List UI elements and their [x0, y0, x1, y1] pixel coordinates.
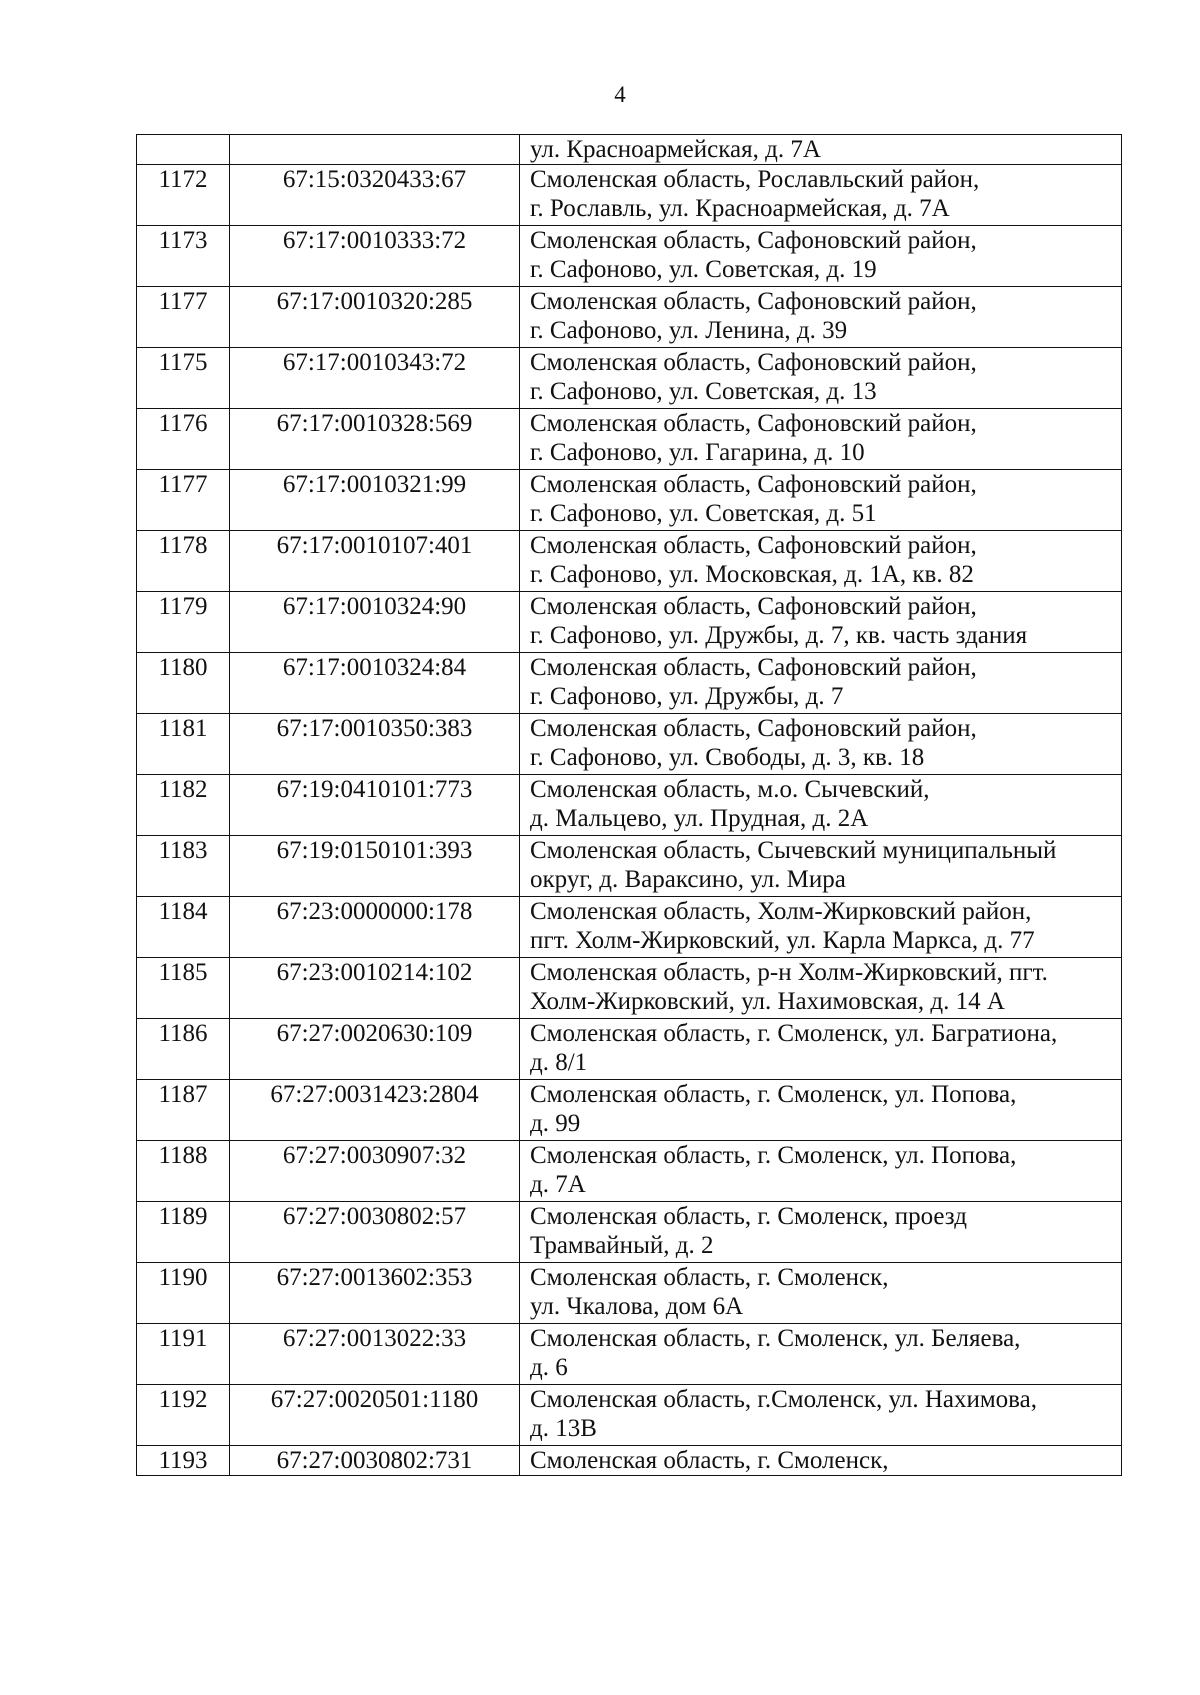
- address-cell: [520, 135, 1122, 165]
- address-line: Трамвайный, д. 2: [530, 1232, 714, 1259]
- table-row: [137, 135, 1122, 165]
- property-registry-table: [136, 134, 1122, 1476]
- address-line: Смоленская область, м.о. Сычевский,: [530, 776, 930, 803]
- address-cell: [520, 1385, 1122, 1446]
- row-number-cell: 1172: [137, 165, 230, 226]
- address-cell: [520, 714, 1122, 775]
- address-line: г. Рославль, ул. Красноармейская, д. 7А: [530, 195, 950, 222]
- row-number-cell: 1176: [137, 409, 230, 470]
- table-row: [137, 470, 1122, 531]
- address-line: Смоленская область, Сафоновский район,: [530, 288, 977, 315]
- address-line: г. Сафоново, ул. Московская, д. 1А, кв. 82: [530, 561, 974, 588]
- address-cell: [520, 226, 1122, 287]
- address-cell: [520, 775, 1122, 836]
- cadastral-number-cell: [230, 135, 520, 165]
- table-row: [137, 287, 1122, 348]
- address-line: д. 6: [530, 1354, 568, 1381]
- table-row: [137, 1141, 1122, 1202]
- table-row: [137, 1019, 1122, 1080]
- cadastral-number-cell: 67:27:0020501:1180: [230, 1385, 520, 1446]
- address-cell: [520, 1446, 1122, 1476]
- registry-body: [137, 135, 1122, 1476]
- row-number-cell: 1188: [137, 1141, 230, 1202]
- address-cell: [520, 1019, 1122, 1080]
- table-row: [137, 1446, 1122, 1476]
- address-line: Смоленская область, г.Смоленск, ул. Нахимова,: [530, 1386, 1038, 1413]
- table-row: [137, 958, 1122, 1019]
- row-number-cell: [137, 135, 230, 165]
- address-line: г. Сафоново, ул. Советская, д. 13: [530, 378, 877, 405]
- address-line: Смоленская область, Сафоновский район,: [530, 471, 977, 498]
- table-row: [137, 1080, 1122, 1141]
- table-row: [137, 775, 1122, 836]
- address-cell: [520, 1202, 1122, 1263]
- cadastral-number-cell: 67:17:0010343:72: [230, 348, 520, 409]
- address-cell: [520, 653, 1122, 714]
- address-line: д. Мальцево, ул. Прудная, д. 2А: [530, 805, 869, 832]
- table-row: [137, 1202, 1122, 1263]
- address-line: д. 7А: [530, 1171, 586, 1198]
- cadastral-number-cell: 67:17:0010350:383: [230, 714, 520, 775]
- table-row: [137, 1385, 1122, 1446]
- cadastral-number-cell: 67:17:0010324:90: [230, 592, 520, 653]
- row-number-cell: 1179: [137, 592, 230, 653]
- address-line: г. Сафоново, ул. Дружбы, д. 7: [530, 683, 844, 710]
- address-line: г. Сафоново, ул. Советская, д. 51: [530, 500, 877, 527]
- address-cell: [520, 348, 1122, 409]
- address-line: Смоленская область, Холм-Жирковский район,: [530, 898, 1032, 925]
- address-cell: [520, 1263, 1122, 1324]
- address-cell: [520, 836, 1122, 897]
- table-row: [137, 409, 1122, 470]
- row-number-cell: 1192: [137, 1385, 230, 1446]
- cadastral-number-cell: 67:23:0010214:102: [230, 958, 520, 1019]
- row-number-cell: 1191: [137, 1324, 230, 1385]
- address-line: Смоленская область, р-н Холм-Жирковский, пгт.: [530, 959, 1048, 986]
- address-line: г. Сафоново, ул. Советская, д. 19: [530, 256, 877, 283]
- address-line: Смоленская область, Сафоновский район,: [530, 593, 977, 620]
- cadastral-number-cell: 67:27:0020630:109: [230, 1019, 520, 1080]
- cadastral-number-cell: 67:15:0320433:67: [230, 165, 520, 226]
- address-line: д. 99: [530, 1110, 581, 1137]
- address-line: ул. Красноармейская, д. 7А: [530, 136, 821, 163]
- cadastral-number-cell: 67:19:0410101:773: [230, 775, 520, 836]
- table-row: [137, 592, 1122, 653]
- cadastral-number-cell: 67:23:0000000:178: [230, 897, 520, 958]
- cadastral-number-cell: 67:27:0030802:731: [230, 1446, 520, 1476]
- address-cell: [520, 409, 1122, 470]
- cadastral-number-cell: 67:17:0010324:84: [230, 653, 520, 714]
- row-number-cell: 1175: [137, 348, 230, 409]
- table-row: [137, 165, 1122, 226]
- address-line: Смоленская область, Сафоновский район,: [530, 227, 977, 254]
- address-line: Смоленская область, г. Смоленск,: [530, 1447, 889, 1474]
- cadastral-number-cell: 67:17:0010328:569: [230, 409, 520, 470]
- address-line: Смоленская область, г. Смоленск, ул. Попова,: [530, 1081, 1017, 1108]
- table-row: [137, 226, 1122, 287]
- row-number-cell: 1181: [137, 714, 230, 775]
- address-cell: [520, 1080, 1122, 1141]
- address-line: Смоленская область, Сафоновский район,: [530, 654, 977, 681]
- row-number-cell: 1182: [137, 775, 230, 836]
- table-row: [137, 897, 1122, 958]
- table-row: [137, 1263, 1122, 1324]
- row-number-cell: 1180: [137, 653, 230, 714]
- cadastral-number-cell: 67:17:0010320:285: [230, 287, 520, 348]
- table-row: [137, 714, 1122, 775]
- address-line: Холм-Жирковский, ул. Нахимовская, д. 14 А: [530, 988, 1005, 1015]
- page-number: 4: [614, 82, 626, 107]
- address-cell: [520, 470, 1122, 531]
- cadastral-number-cell: 67:19:0150101:393: [230, 836, 520, 897]
- cadastral-number-cell: 67:27:0013022:33: [230, 1324, 520, 1385]
- address-cell: [520, 531, 1122, 592]
- row-number-cell: 1184: [137, 897, 230, 958]
- cadastral-number-cell: 67:17:0010321:99: [230, 470, 520, 531]
- address-line: Смоленская область, Сафоновский район,: [530, 349, 977, 376]
- address-cell: [520, 1324, 1122, 1385]
- address-line: г. Сафоново, ул. Ленина, д. 39: [530, 317, 848, 344]
- table-row: [137, 653, 1122, 714]
- row-number-cell: 1186: [137, 1019, 230, 1080]
- address-line: Смоленская область, г. Смоленск, ул. Беляева,: [530, 1325, 1021, 1352]
- cadastral-number-cell: 67:27:0013602:353: [230, 1263, 520, 1324]
- table-row: [137, 348, 1122, 409]
- row-number-cell: 1193: [137, 1446, 230, 1476]
- address-line: пгт. Холм-Жирковский, ул. Карла Маркса, д. 77: [530, 927, 1035, 954]
- address-cell: [520, 287, 1122, 348]
- table-row: [137, 1324, 1122, 1385]
- row-number-cell: 1187: [137, 1080, 230, 1141]
- row-number-cell: 1190: [137, 1263, 230, 1324]
- row-number-cell: 1177: [137, 287, 230, 348]
- address-line: Смоленская область, Рославльский район,: [530, 166, 980, 193]
- address-cell: [520, 165, 1122, 226]
- address-line: д. 13В: [530, 1415, 597, 1442]
- address-line: г. Сафоново, ул. Гагарина, д. 10: [530, 439, 865, 466]
- address-line: Смоленская область, Сафоновский район,: [530, 532, 977, 559]
- address-line: ул. Чкалова, дом 6А: [530, 1293, 744, 1320]
- row-number-cell: 1185: [137, 958, 230, 1019]
- address-line: Смоленская область, Сафоновский район,: [530, 410, 977, 437]
- address-line: Смоленская область, г. Смоленск, проезд: [530, 1203, 967, 1230]
- address-line: Смоленская область, г. Смоленск, ул. Багратиона,: [530, 1020, 1058, 1047]
- table-row: [137, 531, 1122, 592]
- address-cell: [520, 1141, 1122, 1202]
- address-line: г. Сафоново, ул. Свободы, д. 3, кв. 18: [530, 744, 925, 771]
- address-line: округ, д. Вараксино, ул. Мира: [530, 866, 846, 893]
- address-line: Смоленская область, Сычевский муниципальный: [530, 837, 1057, 864]
- address-cell: [520, 897, 1122, 958]
- address-cell: [520, 592, 1122, 653]
- address-line: Смоленская область, г. Смоленск,: [530, 1264, 889, 1291]
- cadastral-number-cell: 67:27:0030907:32: [230, 1141, 520, 1202]
- address-line: Смоленская область, г. Смоленск, ул. Попова,: [530, 1142, 1017, 1169]
- cadastral-number-cell: 67:17:0010333:72: [230, 226, 520, 287]
- address-line: д. 8/1: [530, 1049, 588, 1076]
- address-line: Смоленская область, Сафоновский район,: [530, 715, 977, 742]
- row-number-cell: 1173: [137, 226, 230, 287]
- address-line: г. Сафоново, ул. Дружбы, д. 7, кв. часть здания: [530, 622, 1028, 649]
- row-number-cell: 1183: [137, 836, 230, 897]
- row-number-cell: 1178: [137, 531, 230, 592]
- cadastral-number-cell: 67:27:0030802:57: [230, 1202, 520, 1263]
- row-number-cell: 1177: [137, 470, 230, 531]
- cadastral-number-cell: 67:27:0031423:2804: [230, 1080, 520, 1141]
- table-row: [137, 836, 1122, 897]
- address-cell: [520, 958, 1122, 1019]
- row-number-cell: 1189: [137, 1202, 230, 1263]
- cadastral-number-cell: 67:17:0010107:401: [230, 531, 520, 592]
